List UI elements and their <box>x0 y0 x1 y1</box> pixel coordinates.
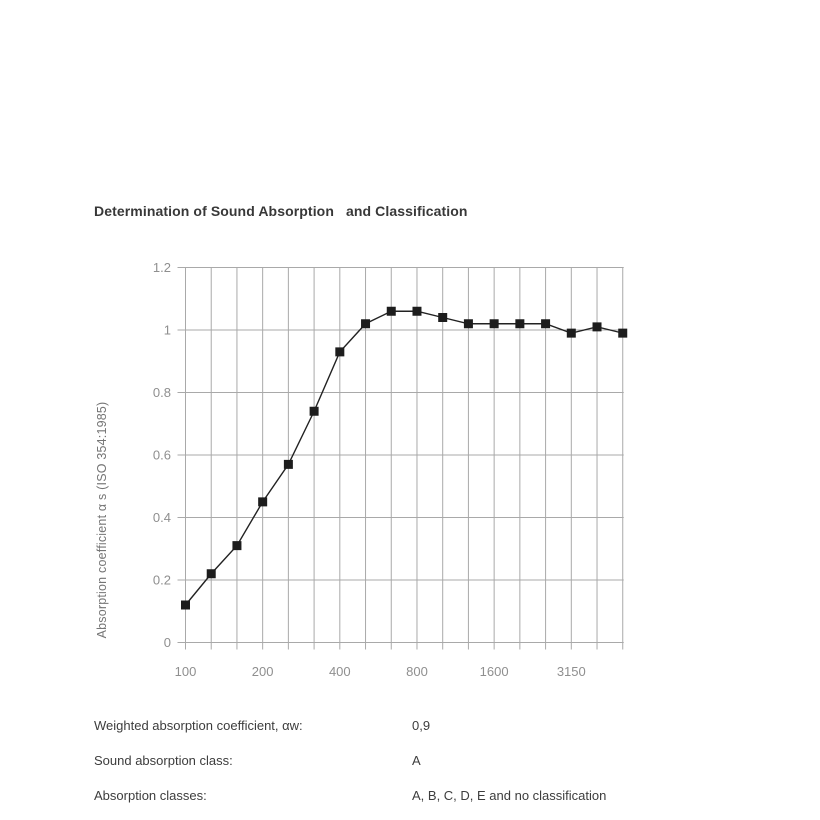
data-point-marker <box>490 319 499 328</box>
x-tick-label: 1600 <box>479 664 509 679</box>
y-tick-label: 0.8 <box>152 385 171 401</box>
absorption-class-value: A <box>412 753 421 768</box>
y-tick-label: 0.2 <box>152 572 171 588</box>
x-tick-label: 100 <box>174 664 197 679</box>
y-axis-title: Absorption coefficient α s (ISO 354:1985) <box>95 401 109 639</box>
data-point-marker <box>541 319 550 328</box>
y-tick-label: 0 <box>163 635 171 651</box>
data-point-marker <box>361 319 370 328</box>
x-tick-label: 3150 <box>556 664 586 679</box>
absorption-classes-label: Absorption classes: <box>94 788 207 803</box>
data-point-marker <box>515 319 524 328</box>
grid-lines <box>178 268 624 650</box>
data-point-marker <box>618 329 627 338</box>
y-tick-label: 1.2 <box>152 260 171 276</box>
x-tick-label: 800 <box>406 664 428 679</box>
data-point-marker <box>232 541 241 550</box>
x-tick-label: 400 <box>328 664 351 679</box>
data-point-marker <box>258 497 267 506</box>
data-point-marker <box>284 460 293 469</box>
absorption-classes-value: A, B, C, D, E and no classification <box>412 788 607 803</box>
data-point-marker <box>387 307 396 316</box>
data-series <box>181 307 627 610</box>
y-tick-label: 0.4 <box>152 510 171 526</box>
x-tick-label: 200 <box>251 664 274 679</box>
weighted-coefficient-value: 0,9 <box>412 718 431 733</box>
data-point-marker <box>438 313 447 322</box>
data-point-marker <box>207 569 216 578</box>
y-tick-label: 0.6 <box>152 447 171 463</box>
data-point-marker <box>181 601 190 610</box>
data-point-marker <box>593 322 602 331</box>
data-point-marker <box>464 319 473 328</box>
data-point-marker <box>335 347 344 356</box>
data-point-marker <box>412 307 421 316</box>
data-point-marker <box>310 407 319 416</box>
series-line <box>186 311 623 605</box>
weighted-coefficient-label: Weighted absorption coefficient, αw: <box>94 718 303 733</box>
y-tick-label: 1 <box>163 322 171 338</box>
absorption-class-label: Sound absorption class: <box>94 753 233 768</box>
data-point-marker <box>567 329 576 338</box>
chart-title: Determination of Sound Absorption and Classification <box>94 203 468 219</box>
